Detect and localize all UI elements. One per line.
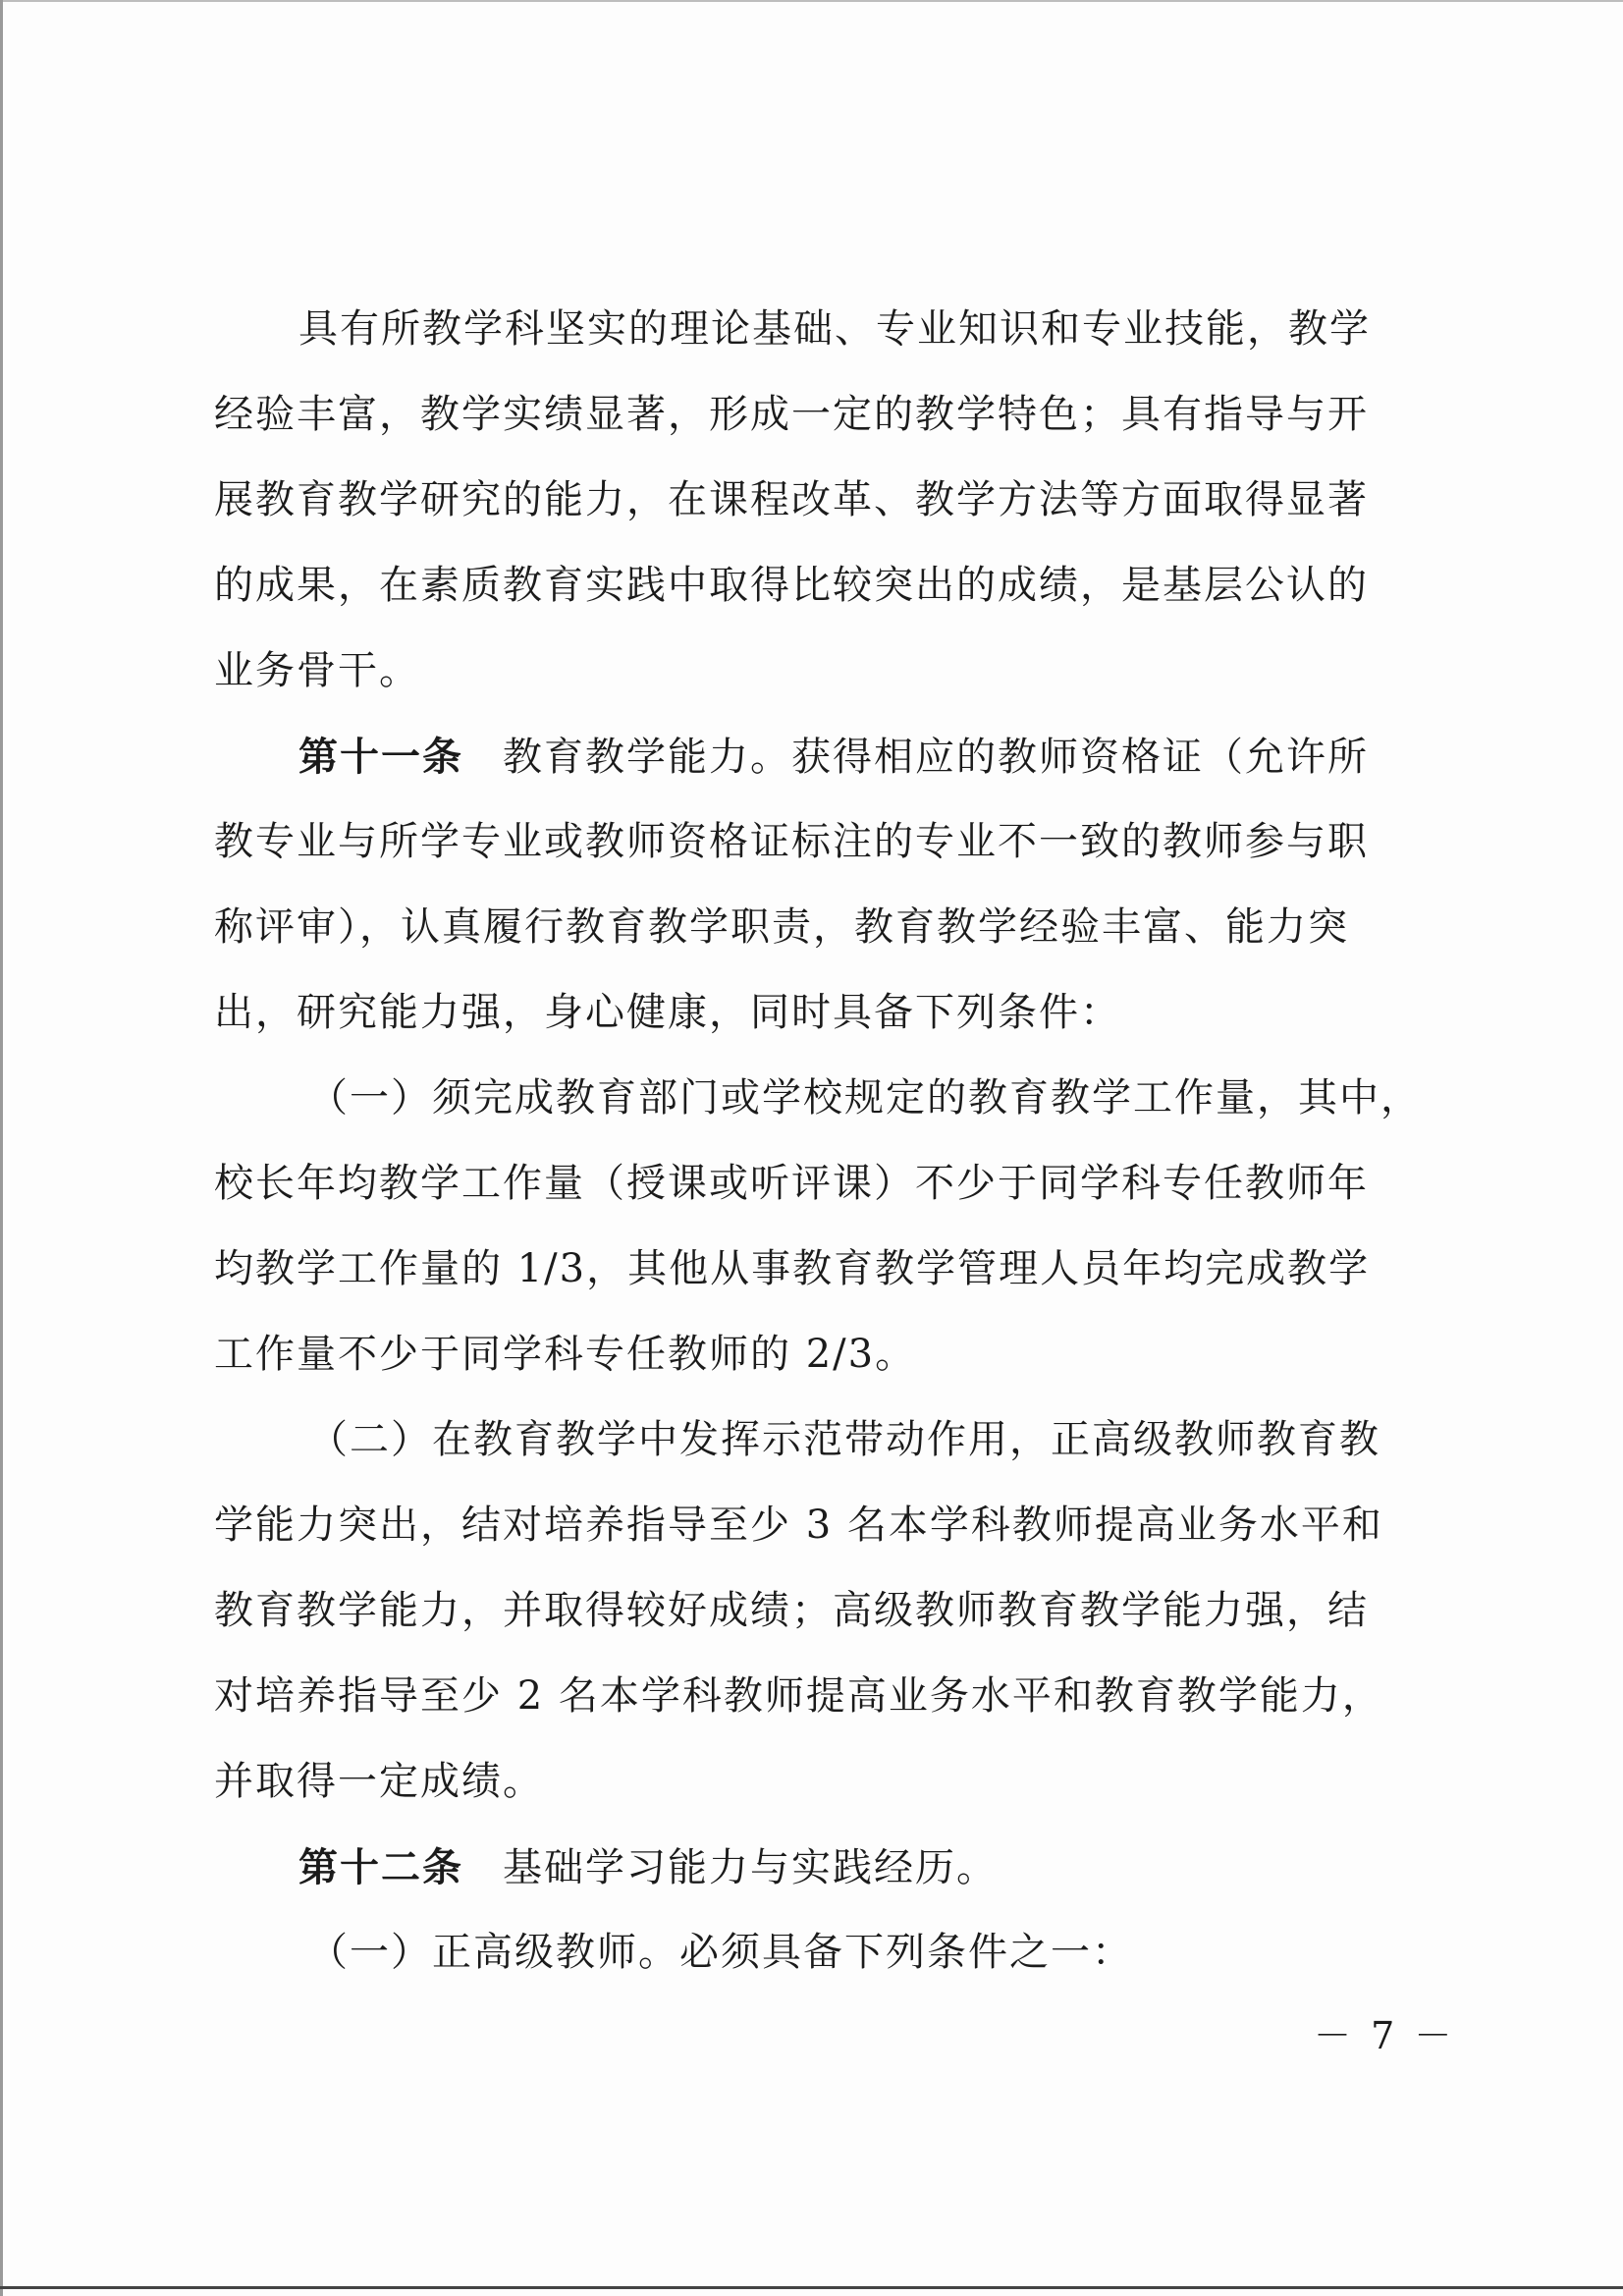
text-line: 并取得一定成绩。 [214,1759,544,1804]
text-line: 基础学习能力与实践经历。 [503,1845,998,1890]
text-line: 校长年均教学工作量（授课或听评课）不少于同学科专任教师年 [214,1161,1369,1206]
text-line: 出，研究能力强，身心健康，同时具备下列条件： [214,990,1121,1035]
page-number: － 7 － [1314,2014,1456,2057]
text-line: 经验丰富，教学实绩显著，形成一定的教学特色；具有指导与开 [214,392,1369,437]
scan-bottom-edge [0,2286,1623,2289]
text-line: 业务骨干。 [214,648,420,693]
scan-left-edge [0,0,3,2296]
text-line: 展教育教学研究的能力，在课程改革、教学方法等方面取得显著 [214,477,1369,522]
text-line: 对培养指导至少 2 名本学科教师提高业务水平和教育教学能力， [214,1673,1383,1719]
article-11-first-line [214,714,1422,799]
text-line: 称评审），认真履行教育教学职责，教育教学经验丰富、能力突 [214,904,1349,950]
text-line: 的成果，在素质教育实践中取得比较突出的成绩，是基层公认的 [214,563,1369,608]
text-line: （二）在教育教学中发挥示范带动作用，正高级教师教育教 [308,1417,1380,1462]
text-line: 均教学工作量的 1/3，其他从事教育教学管理人员年均完成教学 [214,1246,1371,1291]
text-line: 具有所教学科坚实的理论基础、专业知识和专业技能，教学 [298,306,1371,352]
text-line: 教专业与所学专业或教师资格证标注的专业不一致的教师参与职 [214,819,1369,864]
text-line: （一）须完成教育部门或学校规定的教育教学工作量，其中， [308,1075,1422,1121]
text-line: （一）正高级教师。必须具备下列条件之一： [308,1930,1133,1975]
scan-top-edge [0,0,1623,2]
text-line: 学能力突出，结对培养指导至少 3 名本学科教师提高业务水平和 [214,1503,1383,1548]
article-12-heading: 第十二条 [298,1844,463,1890]
text-line: 教育教学能力，并取得较好成绩；高级教师教育教学能力强，结 [214,1588,1369,1633]
article-11-heading: 第十一条 [298,734,463,780]
text-line: 工作量不少于同学科专任教师的 2/3。 [214,1332,917,1377]
text-line: 教育教学能力。获得相应的教师资格证（允许所 [503,735,1369,780]
body-text [214,287,1422,1995]
article-12-first-line [214,1825,1422,1910]
